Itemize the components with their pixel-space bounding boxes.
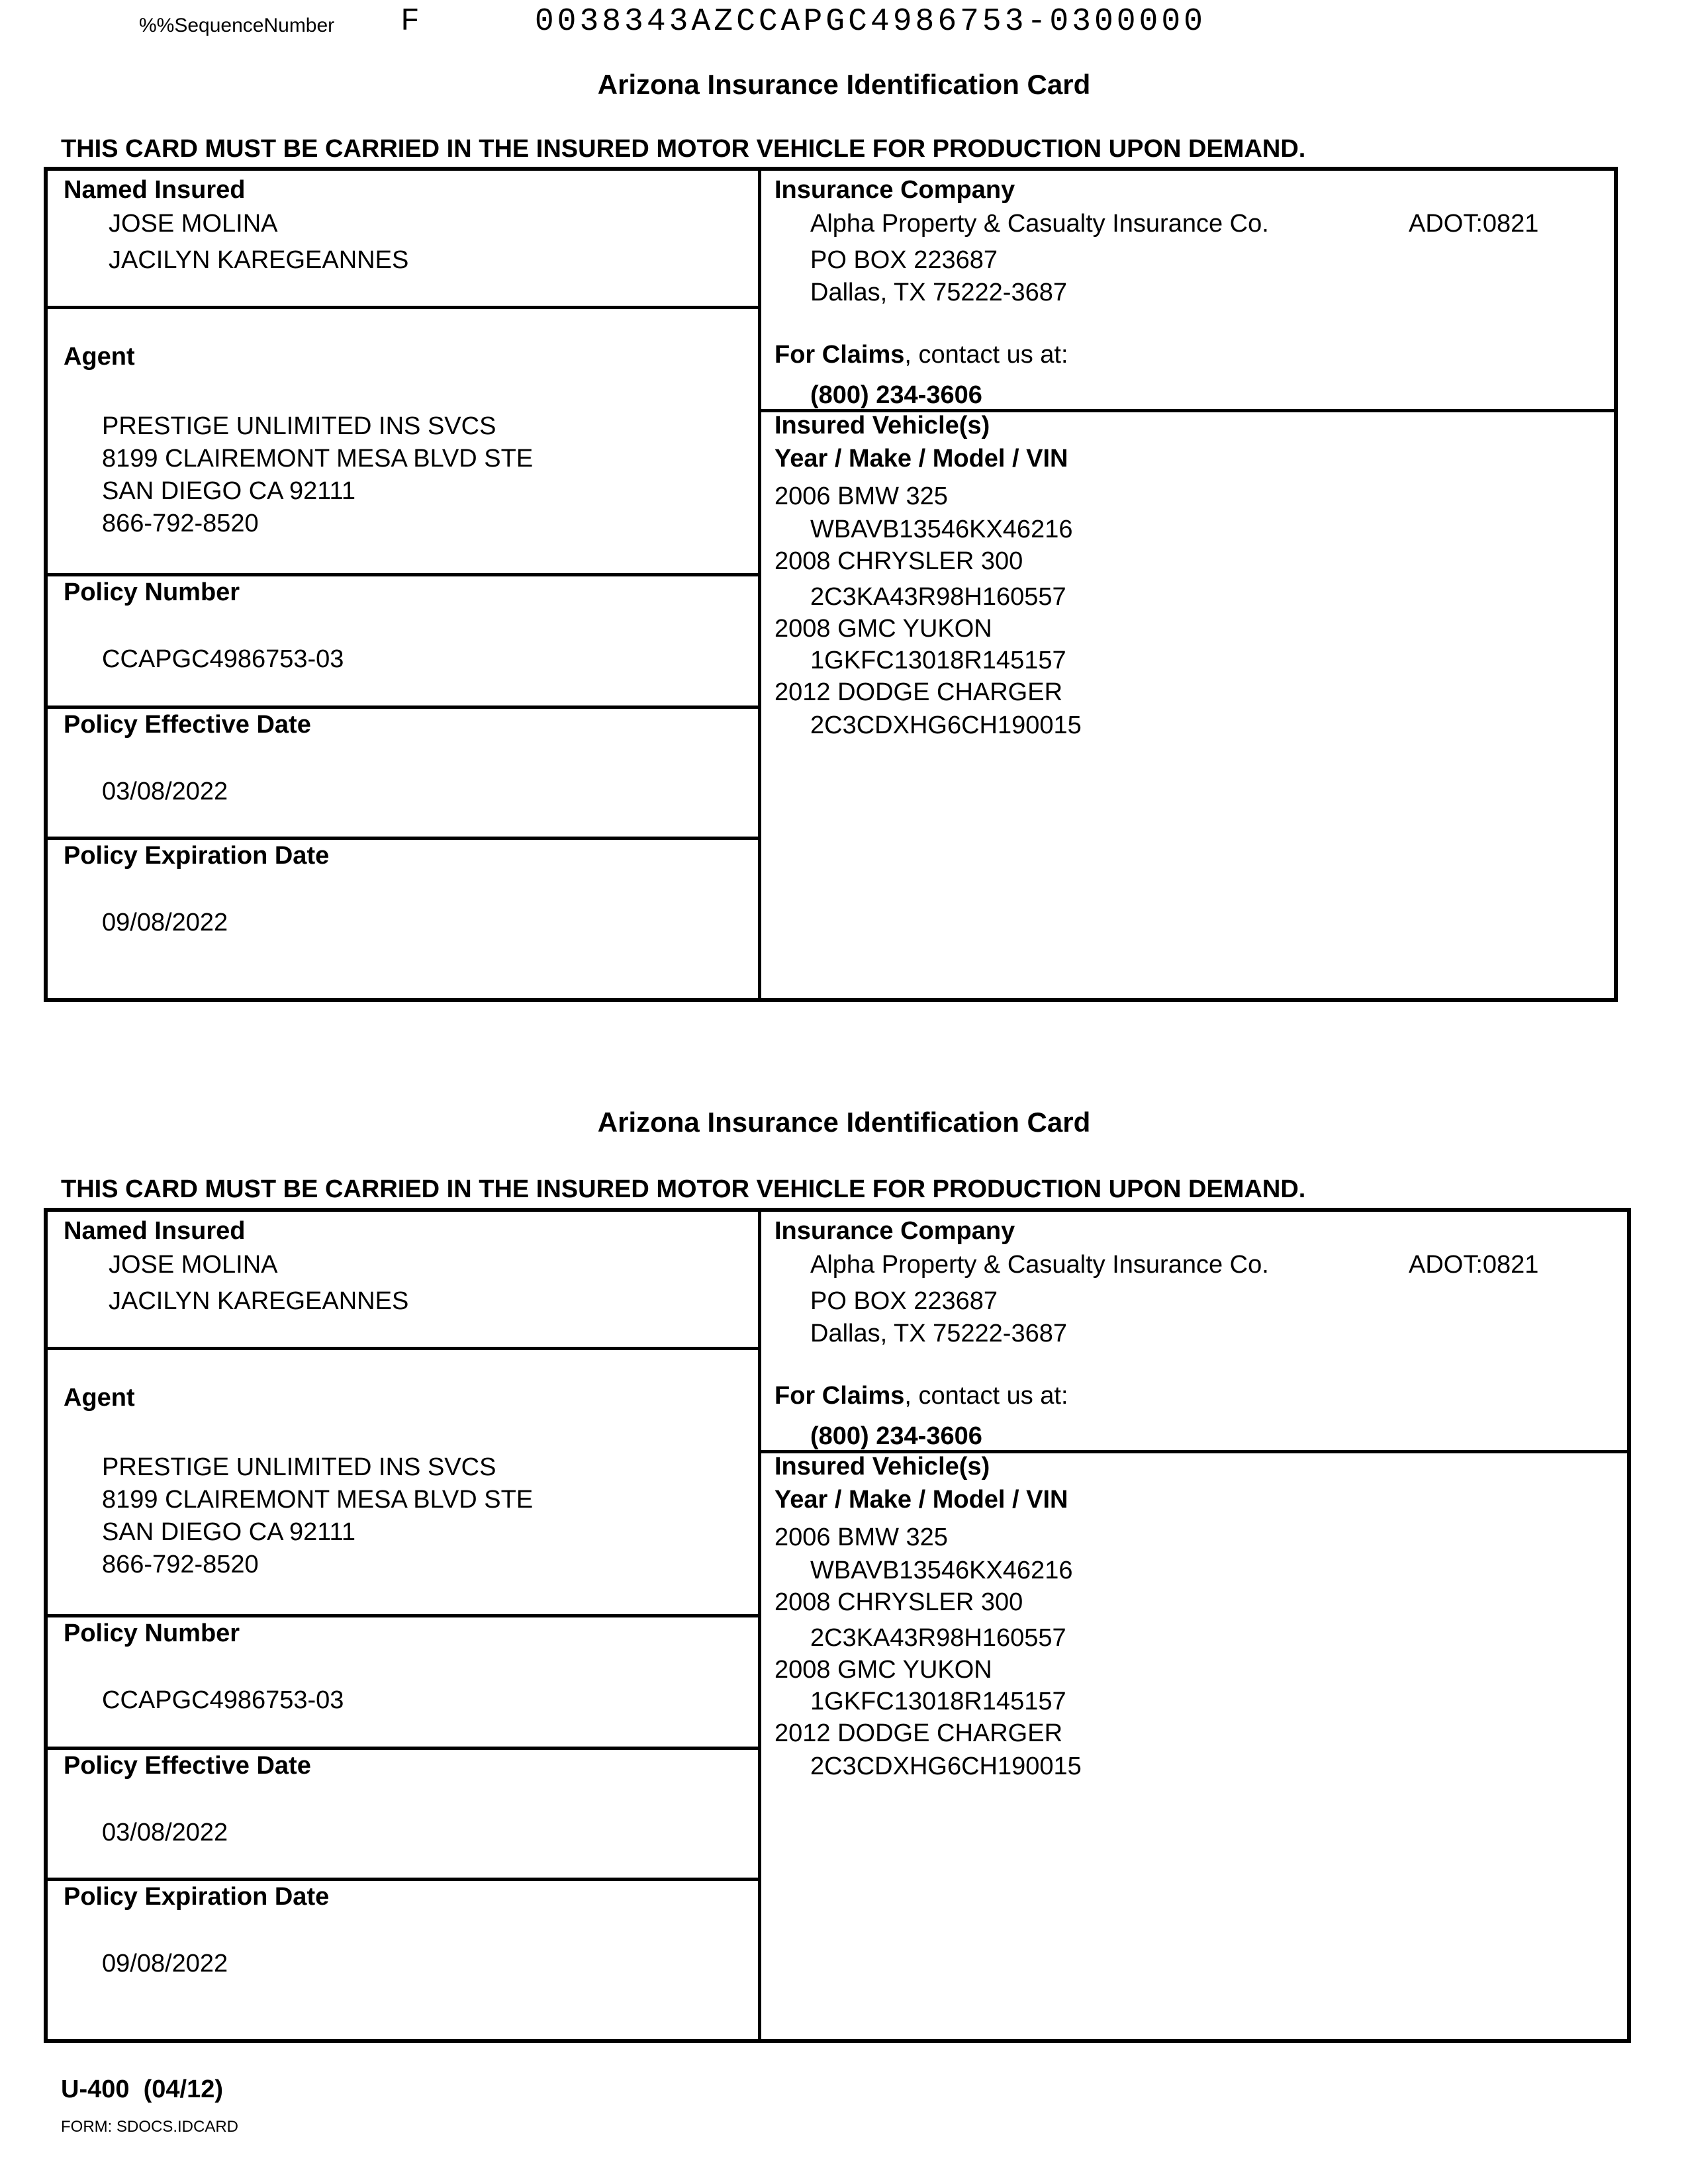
effective-date-label: Policy Effective Date: [64, 1752, 311, 1780]
divider: [48, 306, 758, 309]
agent-line-2: 8199 CLAIREMONT MESA BLVD STE: [102, 1486, 534, 1514]
vehicles-header: Year / Make / Model / VIN: [774, 445, 1068, 473]
expiration-date-label: Policy Expiration Date: [64, 842, 330, 870]
named-insured-label: Named Insured: [64, 1217, 246, 1245]
named-insured-2: JACILYN KAREGEANNES: [109, 1287, 409, 1315]
company-address-1: PO BOX 223687: [810, 246, 998, 274]
policy-number: CCAPGC4986753-03: [102, 1686, 344, 1714]
agent-line-1: PRESTIGE UNLIMITED INS SVCS: [102, 1453, 496, 1481]
vehicle-name: 2008 CHRYSLER 300: [774, 547, 1023, 575]
card-title: Arizona Insurance Identification Card: [597, 1107, 1091, 1138]
policy-number-label: Policy Number: [64, 1619, 240, 1647]
claims-rest: , contact us at:: [904, 1382, 1068, 1410]
card-title: Arizona Insurance Identification Card: [597, 69, 1091, 100]
sequence-code: F 0038343AZCCAPGC4986753-0300000: [400, 4, 1206, 40]
agent-line-1: PRESTIGE UNLIMITED INS SVCS: [102, 412, 496, 440]
form-code: U-400 (04/12): [61, 2075, 224, 2103]
vehicle-name: 2012 DODGE CHARGER: [774, 678, 1063, 706]
divider: [48, 1614, 758, 1617]
adot-code: ADOT:0821: [1409, 210, 1539, 238]
vehicle-name: 2008 GMC YUKON: [774, 615, 992, 643]
insurance-company-label: Insurance Company: [774, 1217, 1015, 1245]
insured-vehicles-label: Insured Vehicle(s): [774, 1453, 990, 1480]
vehicle-vin: 1GKFC13018R145157: [810, 1688, 1066, 1715]
vehicle-vin: 2C3KA43R98H160557: [810, 583, 1066, 611]
claims-rest: , contact us at:: [904, 341, 1068, 369]
vehicle-vin: WBAVB13546KX46216: [810, 516, 1073, 543]
divider: [48, 1878, 758, 1881]
agent-line-4: 866-792-8520: [102, 510, 259, 537]
divider: [48, 837, 758, 840]
policy-number-label: Policy Number: [64, 578, 240, 606]
divider: [48, 1347, 758, 1350]
vehicle-name: 2008 GMC YUKON: [774, 1656, 992, 1684]
id-card-box: [44, 1208, 1631, 2043]
claims-bold: For Claims: [774, 1382, 905, 1410]
named-insured-label: Named Insured: [64, 176, 246, 204]
vehicle-name: 2006 BMW 325: [774, 1524, 948, 1551]
vehicle-vin: 2C3KA43R98H160557: [810, 1624, 1066, 1652]
id-card-box: [44, 167, 1618, 1002]
agent-label: Agent: [64, 1384, 135, 1412]
vehicle-name: 2012 DODGE CHARGER: [774, 1719, 1063, 1747]
expiration-date-label: Policy Expiration Date: [64, 1883, 330, 1911]
effective-date-label: Policy Effective Date: [64, 711, 311, 739]
agent-line-3: SAN DIEGO CA 92111: [102, 477, 355, 505]
insurance-company-label: Insurance Company: [774, 176, 1015, 204]
named-insured-1: JOSE MOLINA: [109, 210, 278, 238]
claims-phone: (800) 234-3606: [810, 381, 982, 409]
claims-phone: (800) 234-3606: [810, 1422, 982, 1450]
agent-line-3: SAN DIEGO CA 92111: [102, 1518, 355, 1546]
vehicle-vin: 1GKFC13018R145157: [810, 647, 1066, 674]
company-name: Alpha Property & Casualty Insurance Co.: [810, 210, 1269, 238]
claims-contact: [774, 339, 1068, 371]
company-address-1: PO BOX 223687: [810, 1287, 998, 1315]
form-id: FORM: SDOCS.IDCARD: [61, 2118, 239, 2136]
must-carry-notice: THIS CARD MUST BE CARRIED IN THE INSURED MOTOR VEHICLE FOR PRODUCTION UPON DEMAND.: [61, 135, 1306, 163]
effective-date: 03/08/2022: [102, 1819, 228, 1846]
sequence-number-label: %%SequenceNumber: [139, 15, 335, 36]
expiration-date: 09/08/2022: [102, 909, 228, 936]
agent-line-2: 8199 CLAIREMONT MESA BLVD STE: [102, 445, 534, 473]
divider: [48, 573, 758, 576]
named-insured-2: JACILYN KAREGEANNES: [109, 246, 409, 274]
named-insured-1: JOSE MOLINA: [109, 1251, 278, 1279]
column-divider: [758, 171, 761, 998]
company-name: Alpha Property & Casualty Insurance Co.: [810, 1251, 1269, 1279]
vehicle-vin: WBAVB13546KX46216: [810, 1557, 1073, 1584]
vehicle-vin: 2C3CDXHG6CH190015: [810, 1752, 1082, 1780]
vehicle-name: 2008 CHRYSLER 300: [774, 1588, 1023, 1616]
agent-line-4: 866-792-8520: [102, 1551, 259, 1578]
vehicle-name: 2006 BMW 325: [774, 482, 948, 510]
agent-label: Agent: [64, 343, 135, 371]
expiration-date: 09/08/2022: [102, 1950, 228, 1978]
column-divider: [758, 1212, 761, 2039]
claims-bold: For Claims: [774, 341, 905, 369]
divider: [48, 705, 758, 709]
company-address-2: Dallas, TX 75222-3687: [810, 1320, 1067, 1347]
insured-vehicles-label: Insured Vehicle(s): [774, 412, 990, 439]
vehicle-vin: 2C3CDXHG6CH190015: [810, 711, 1082, 739]
vehicles-header: Year / Make / Model / VIN: [774, 1486, 1068, 1514]
company-address-2: Dallas, TX 75222-3687: [810, 279, 1067, 306]
policy-number: CCAPGC4986753-03: [102, 645, 344, 673]
divider: [48, 1747, 758, 1750]
claims-contact: [774, 1380, 1068, 1412]
must-carry-notice: THIS CARD MUST BE CARRIED IN THE INSURED MOTOR VEHICLE FOR PRODUCTION UPON DEMAND.: [61, 1175, 1306, 1203]
adot-code: ADOT:0821: [1409, 1251, 1539, 1279]
effective-date: 03/08/2022: [102, 778, 228, 805]
